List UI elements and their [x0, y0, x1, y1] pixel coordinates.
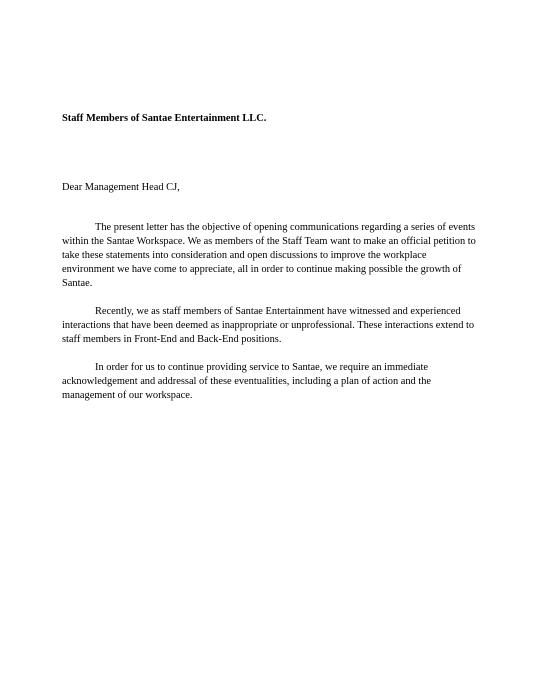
paragraph-objective: The present letter has the objective of opening communications regarding a series of events within the Santae Workspace. We as members of the Staff Team want to make an official petition to take these statements into consideration and open discussions to improve the workplace environment we have come to appreciate, all in order to continue making possible the growth of Santae. — [62, 222, 476, 289]
letter-body — [62, 112, 478, 403]
salutation: Dear Management Head CJ, — [62, 182, 180, 193]
sender-heading: Staff Members of Santae Entertainment LLC. — [62, 113, 267, 124]
paragraph-incidents: Recently, we as staff members of Santae Entertainment have witnessed and experienced interactions that have been deemed as inappropriate or unprofessional. These interactions extend to staff members in Front-End and Back-End positions. — [62, 306, 475, 345]
paragraph-request: In order for us to continue providing service to Santae, we require an immediate acknowledgement and addressal of these eventualities, including a plan of action and the management of our workspace. — [62, 362, 432, 401]
